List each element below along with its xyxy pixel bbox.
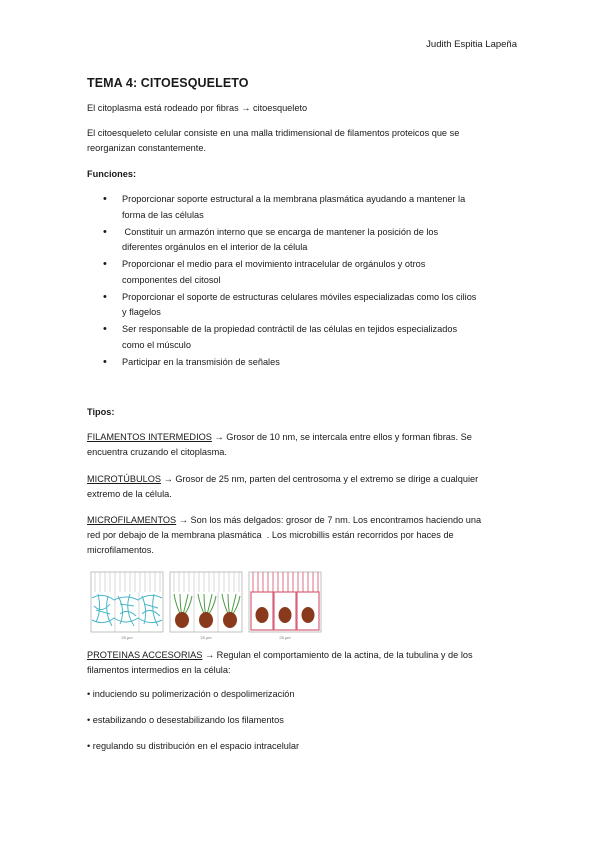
microtubulos-term: MICROTÚBULOS [87, 474, 162, 484]
list-item [87, 322, 517, 353]
cytoskeleton-figure [90, 570, 326, 642]
list-item: • induciendo su polimerización o despolimerización [87, 689, 295, 699]
filamentos-intermedios-paragraph [87, 430, 517, 460]
list-item: • estabilizando o desestabilizando los filamentos [87, 715, 284, 725]
list-item-line: Constituir un armazón interno que se encarga de mantener la posición de los [122, 226, 439, 237]
microtubules-panel [170, 572, 242, 632]
paragraph-text: → Regulan el comportamiento de la actina, de la tubulina y de los [202, 650, 473, 660]
list-item-line: como el músculo [122, 339, 191, 350]
paragraph-text: microfilamentos. [87, 545, 154, 555]
actin-panel [249, 572, 321, 632]
list-item-line: forma de las células [122, 209, 204, 220]
bullet-icon: • [103, 355, 107, 368]
paragraph-text: extremo de la célula. [87, 489, 172, 499]
list-item [87, 290, 517, 321]
list-item: • regulando su distribución en el espacio intracelular [87, 741, 300, 751]
scale-label: 25 µm [200, 635, 212, 640]
header-author: Judith Espitia Lapeña [426, 39, 517, 50]
paragraph-text: filamentos intermedios en la célula: [87, 665, 231, 675]
proteinas-accesorias-term: PROTEINAS ACCESORIAS [87, 650, 203, 660]
list-item-line: Proporcionar el soporte de estructuras celulares móviles especializadas como los cilios [122, 291, 477, 302]
funciones-heading: Funciones: [87, 169, 137, 179]
scale-label: 25 µm [279, 635, 291, 640]
bullet-icon: • [103, 258, 107, 270]
list-item-line: Ser responsable de la propiedad contráctil de las células en tejidos especializados [122, 324, 458, 334]
bullet-icon: • [103, 225, 107, 238]
paragraph-text: → Grosor de 25 nm, parten del centrosoma y el extremo se dirige a cualquier [161, 474, 479, 484]
intro-line: El citoplasma está rodeado por fibras → citoesqueleto [87, 103, 308, 113]
list-item-line: Participar en la transmisión de señales [122, 356, 280, 367]
microfilamentos-term: MICROFILAMENTOS [87, 515, 177, 525]
list-item [87, 192, 517, 223]
list-item-line: componentes del citosol [122, 274, 221, 285]
list-item [87, 355, 517, 371]
filamentos-intermedios-term: FILAMENTOS INTERMEDIOS [87, 432, 212, 442]
list-item-line: Proporcionar el medio para el movimiento intracelular de orgánulos y otros [122, 259, 426, 269]
bullet-icon: • [103, 323, 107, 335]
paragraph-text: red por debajo de la membrana plasmática . Los microbillis están recorridos por haces de [87, 530, 454, 540]
paragraph-text: → Grosor de 10 nm, se intercala entre ellos y forman fibras. Se [211, 432, 472, 442]
bullet-icon: • [103, 290, 107, 303]
microfilamentos-paragraph [87, 513, 517, 558]
list-item-line: Proporcionar soporte estructural a la membrana plasmática ayudando a mantener la [122, 194, 466, 204]
funciones-list [87, 192, 517, 372]
scale-label: 25 µm [121, 635, 133, 640]
list-item-line: y flagelos [122, 307, 161, 317]
list-item-line: diferentes orgánulos en el interior de la célula [122, 242, 308, 252]
list-item [87, 257, 517, 288]
tipos-heading: Tipos: [87, 407, 115, 417]
intro-paragraph-line: reorganizan constantemente. [87, 143, 207, 153]
intro-paragraph [87, 126, 517, 156]
proteinas-accesorias-paragraph [87, 648, 517, 678]
paragraph-text: encuentra cruzando el citoplasma. [87, 447, 227, 457]
intro-paragraph-line: El citoesqueleto celular consiste en una malla tridimensional de filamentos proteicos que se [87, 128, 460, 138]
microtubulos-paragraph [87, 472, 517, 502]
paragraph-text: → Son los más delgados: grosor de 7 nm. Los encontramos haciendo una [176, 515, 482, 525]
list-item [87, 225, 517, 256]
intermediate-filaments-panel [91, 572, 163, 632]
page-title: TEMA 4: CITOESQUELETO [87, 76, 249, 90]
bullet-icon: • [103, 193, 107, 205]
